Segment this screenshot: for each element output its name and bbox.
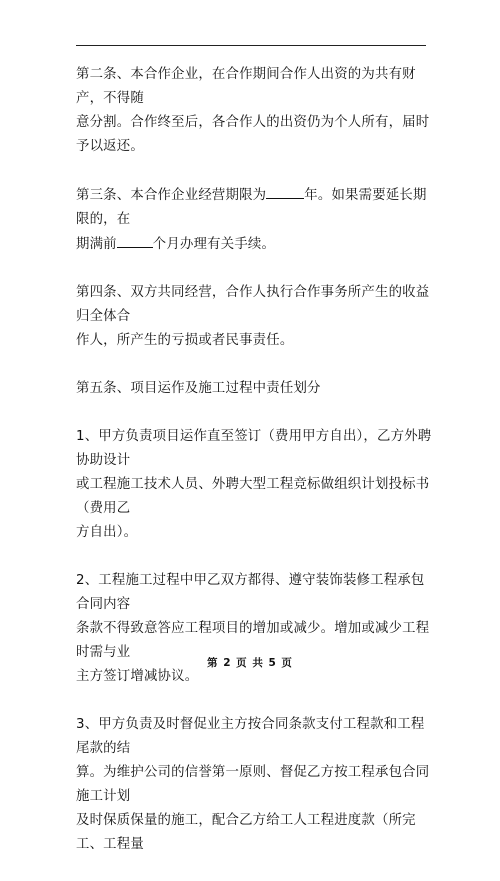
article-2-line-1: 第二条、本合作企业，在合作期间合作人出资的为共有财产，不得随: [76, 67, 416, 106]
header-rule: [76, 45, 426, 46]
article-4-line-2: 作人，所产生的亏损或者民事责任。: [76, 333, 294, 348]
article-3-line-1-post: 年。如果需要延长期限的，在: [76, 188, 427, 227]
months-blank: [117, 232, 153, 248]
clause-2: [76, 569, 432, 689]
article-3-line-1-pre: 第三条、本合作企业经营期限为: [76, 188, 267, 203]
article-3-line-2-post: 个月办理有关手续。: [152, 237, 276, 252]
document-body: [76, 63, 432, 881]
clause-1: [76, 425, 432, 545]
clause-3-line-3: 及时保质保量的施工，配合乙方给工人工程进度款（所完工、工程量: [76, 813, 416, 852]
article-4-line-1: 第四条、双方共同经营，合作人执行合作事务所产生的收益归全体合: [76, 285, 430, 324]
clause-2-line-2: 条款不得致意答应工程项目的增加或减少。增加或减少工程时需与业: [76, 621, 430, 660]
page-number-footer: 第 2 页 共 5 页: [207, 657, 293, 669]
article-3-line-2-pre: 期满前: [76, 237, 117, 252]
clause-3-line-2: 算。为维护公司的信誉第一原则、督促乙方按工程承包合同施工计划: [76, 765, 430, 804]
article-3: [76, 183, 432, 257]
clause-1-line-1: 1、甲方负责项目运作直至签订（费用甲方自出），乙方外聘协助设计: [76, 429, 432, 468]
clause-1-line-3: 方自出）。: [76, 525, 138, 540]
clause-1-line-2: 或工程施工技术人员、外聘大型工程竞标做组织计划投标书（费用乙: [76, 477, 430, 516]
article-2-line-2: 意分割。合作终至后，各合作人的出资仍为个人所有，届时予以返还。: [76, 115, 430, 154]
article-4: [76, 281, 432, 353]
clause-3: [76, 713, 432, 857]
clause-2-line-3: 主方签订增减协议。: [76, 669, 199, 684]
clause-3-line-1: 3、甲方负责及时督促业主方按合同条款支付工程款和工程尾款的结: [76, 717, 425, 756]
article-5-heading: 第五条、项目运作及施工过程中责任划分: [76, 381, 321, 396]
term-years-blank: [266, 183, 304, 199]
article-2: [76, 63, 432, 159]
clause-2-line-1: 2、工程施工过程中甲乙双方都得、遵守装饰装修工程承包合同内容: [76, 573, 425, 612]
